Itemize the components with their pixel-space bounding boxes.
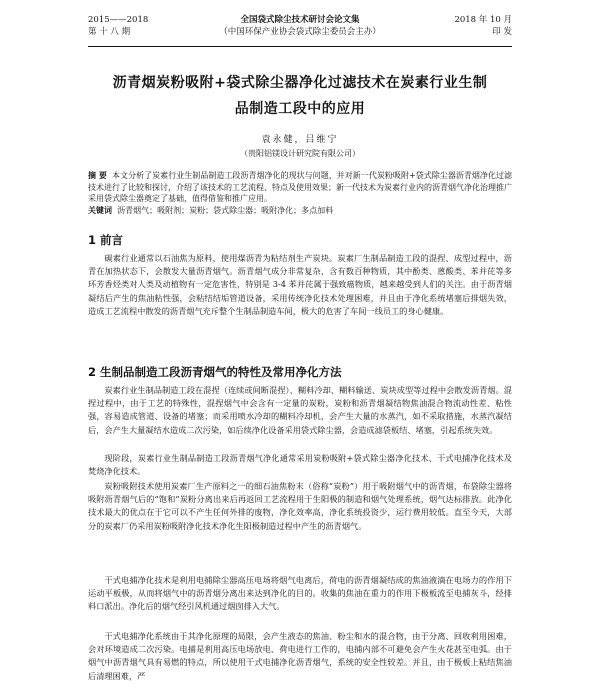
header-issue: 第 十 八 期 xyxy=(88,27,131,37)
keywords-label: 关键词 xyxy=(88,206,112,215)
section-1-heading: 1 前言 xyxy=(88,233,124,247)
organizer: （中国环保产业协会袋式除尘委员会主办） xyxy=(219,27,381,37)
paper-title-line-2: 品制造工段中的应用 xyxy=(234,101,366,117)
header-print: 印 发 xyxy=(492,27,512,37)
keywords xyxy=(88,205,512,216)
paper-title-line-1: 沥青烟炭粉吸附+袋式除尘器净化过滤技术在炭素行业生制 xyxy=(112,75,488,91)
proceedings-title: 全国袋式除尘技术研讨会论文集 xyxy=(240,15,360,25)
section-2-heading: 2 生制品制造工段沥青烟气的特性及常用净化方法 xyxy=(88,365,342,379)
abstract xyxy=(88,170,512,205)
header-right xyxy=(454,14,512,38)
section-2-paragraph-1: 炭素行业生制品制造工段在混捏（连续或间断混捏）、糊料冷却、糊料输送、炭块成型等过程中会散发沥青烟。混捏过程中，由于工艺的特殊性，混捏烟气中会含有一定量的炭粉，炭粉和沥青烟凝结物焦油混合物流动性差、粘性强，容易造成管道、设备的堵塞；而采用喷水冷却的糊料冷却机，会产生大量的水蒸汽，如不采取措施，水蒸汽凝结后，会产生大量凝结水造成二次污染，如后续净化设备采用袋式除尘器，会造成滤袋板结、堵塞，引起系统失效。 xyxy=(88,385,512,435)
section-2-paragraph-5: 干式电捕净化系统由于其净化原理的局限，会产生液态的焦油、粉尘和水的混合物，由于分离、回收利用困难，会对环境造成二次污染。电捕是利用高压电场放电、荷电进行工作的，电捕内部不可避免会产生火花甚至电弧。由于烟气中沥青烟气具有易燃的特点，所以使用干式电捕净化沥青烟气，系统的安全性较差。并且，由于极板上粘结焦油后清理困难，严 xyxy=(88,631,512,681)
section-2-paragraph-2: 现阶段，炭素行业生制品制造工段沥青烟气净化通常采用炭粉吸附+袋式除尘器净化技术、干式电捕净化技术及焚烧净化技术。 xyxy=(88,453,512,477)
header-rule xyxy=(88,46,512,47)
section-2-paragraph-3: 炭粉吸附技术使用炭素厂生产原料之一的细石油焦粉末（俗称“炭粉”）用于吸附烟气中的沥青烟，布袋除尘器将吸附沥青烟气后的“饱和”炭粉分离出来后再返回工艺流程用于生阳极的制造和烟气处理系统，烟气达标排放。此净化技术最大的优点在于它可以不产生任何外排的废物，净化效率高，净化系统投资少，运行费用较低。直至今天，大部分的炭素厂仍采用炭粉吸附净化技术净化生阳极制造过程中产生的沥青烟气。 xyxy=(88,481,512,531)
affiliation: （贵阳铝镁设计研究院有限公司） xyxy=(240,149,360,158)
header-years: 2015——2018 xyxy=(88,15,149,25)
header-date: 2018 年 10 月 xyxy=(454,15,512,25)
header-center xyxy=(88,14,512,38)
running-header xyxy=(88,14,512,48)
authors: 袁永健，吕维宁 xyxy=(261,135,339,145)
keywords-text: 沥青烟气；吸附剂；炭粉；袋式除尘器；吸附净化；多点加料 xyxy=(117,206,334,215)
abstract-label: 摘 要 xyxy=(88,171,107,180)
section-2-paragraph-4: 干式电捕净化技术是利用电捕除尘器高压电场将烟气电离后，荷电的沥青烟凝结成的焦油液滴在电场力的作用下运动平板极，从而将烟气中的沥青烟分离出来达到净化的目的。收集的焦油在重力的作用下极板流至电捕灰斗，经排料口派出。净化后的烟气经引风机通过烟囱排入大气。 xyxy=(88,575,512,612)
section-1-paragraph-1: 碳素行业通常以石油焦为原料，使用煤沥青为粘结剂生产炭块。炭素厂生制品制造工段的混捏、成型过程中，沥青在加热状态下，会散发大量沥青烟气。沥青烟气成分非常复杂，含有数百种物质，其中酚类、蒽酸类、苯并芘等多环芳香烃类对人类及动植物有一定危害性，特别是 3-4 苯并芘属于强致癌物质，越来越受到人们的关注。由于沥青烟凝结后产生的焦油粘性强，会粘结结垢管道设备，采用传统净化技术处理困难，并且由于净化系统堵塞后排烟失效，造成工艺流程中散发的沥青烟气充斥整个生制品制造车间，极大的危害了车间一线员工的身心健康。 xyxy=(88,253,512,316)
abstract-text: 本文分析了炭素行业生制品制造工段沥青烟净化的现状与问题，并对新一代炭粉吸附+袋式除尘器沥青烟净化过滤技术进行了比较和探讨，介绍了该技术的工艺流程、特点及使用效果；新一代技术为炭素行业内的沥青烟气净化治理推广采用袋式除尘器奠定了基础，值得借鉴和推广应用。 xyxy=(88,171,512,203)
